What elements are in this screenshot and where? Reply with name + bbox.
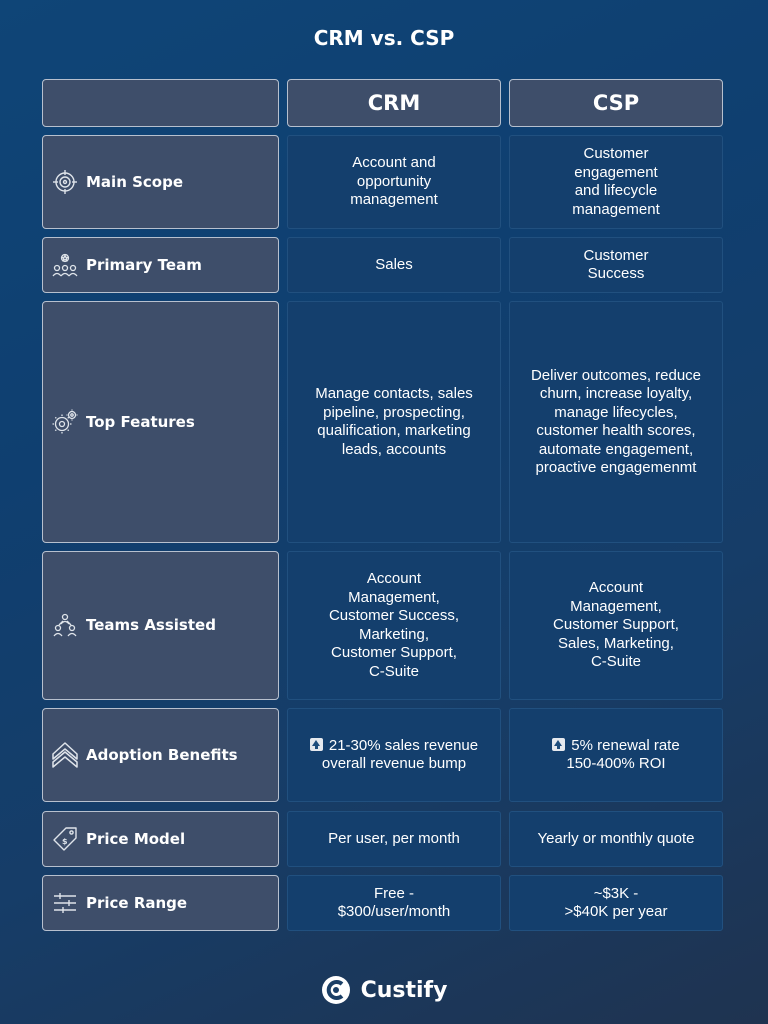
row-label-price-model bbox=[42, 811, 279, 867]
csp-price-range bbox=[509, 875, 723, 931]
crm-price-range bbox=[287, 875, 501, 931]
cell-text: ~$3K - >$40K per year bbox=[564, 884, 668, 920]
header-empty-cell bbox=[42, 79, 279, 127]
cell-text: Per user, per month bbox=[328, 829, 460, 847]
crm-price-model bbox=[287, 811, 501, 867]
row-label-top-features bbox=[42, 301, 279, 543]
cell-text: 21-30% sales revenue bbox=[328, 736, 479, 754]
cell-text: Account Management, Customer Support, Sales, Marketing, C-Suite bbox=[553, 579, 679, 671]
row-label-text: Adoption Benefits bbox=[86, 745, 238, 764]
cell-text: Deliver outcomes, reduce churn, increase loyalty, manage lifecycles, customer health scores, automate engagement, proactive engagemenmt bbox=[530, 366, 702, 476]
up-arrow-icon bbox=[310, 738, 323, 751]
row-label-primary-team bbox=[42, 237, 279, 293]
people-network-icon bbox=[51, 612, 79, 640]
crm-teams-assisted bbox=[287, 551, 501, 700]
team-icon bbox=[51, 251, 79, 279]
brand-footer bbox=[0, 975, 768, 1005]
crm-primary-team bbox=[287, 237, 501, 293]
crm-main-scope bbox=[287, 135, 501, 229]
row-label-teams-assisted bbox=[42, 551, 279, 700]
column-header-csp: CSP bbox=[509, 79, 723, 127]
crm-adoption-benefits bbox=[287, 708, 501, 802]
custify-logo-icon bbox=[321, 975, 351, 1005]
csp-adoption-benefits bbox=[509, 708, 723, 802]
row-label-text: Main Scope bbox=[86, 172, 184, 191]
svg-text:$: $ bbox=[62, 837, 68, 846]
up-arrow-icon bbox=[552, 738, 565, 751]
cell-text: Manage contacts, sales pipeline, prospecting, qualification, marketing leads, accounts bbox=[315, 385, 473, 458]
sliders-icon bbox=[51, 889, 79, 917]
cell-text: Free - $300/user/month bbox=[337, 884, 451, 920]
price-tag-icon bbox=[51, 825, 79, 853]
cell-text: Account Management, Customer Success, Marketing, Customer Support, C-Suite bbox=[328, 570, 460, 680]
row-label-text: Top Features bbox=[86, 412, 195, 431]
csp-top-features bbox=[509, 301, 723, 543]
row-label-price-range bbox=[42, 875, 279, 931]
csp-price-model bbox=[509, 811, 723, 867]
row-label-text: Price Range bbox=[86, 893, 188, 912]
target-icon bbox=[51, 168, 79, 196]
cell-text: 5% renewal rate bbox=[571, 736, 680, 754]
csp-primary-team bbox=[509, 237, 723, 293]
page-title: CRM vs. CSP bbox=[313, 26, 455, 50]
cell-text: Sales bbox=[375, 255, 413, 273]
csp-main-scope bbox=[509, 135, 723, 229]
crm-top-features bbox=[287, 301, 501, 543]
brand-name: Custify bbox=[360, 977, 448, 1003]
column-header-crm: CRM bbox=[287, 79, 501, 127]
row-label-main-scope bbox=[42, 135, 279, 229]
cell-text: Customer engagement and lifecycle management bbox=[572, 145, 660, 218]
gears-icon bbox=[51, 408, 79, 436]
row-label-text: Price Model bbox=[86, 829, 186, 848]
row-label-text: Teams Assisted bbox=[86, 616, 216, 635]
chevrons-up-icon bbox=[51, 741, 79, 769]
row-label-text: Primary Team bbox=[86, 255, 202, 274]
cell-text: 150-400% ROI bbox=[566, 755, 666, 772]
cell-text: Customer Success bbox=[583, 246, 649, 282]
cell-text: Yearly or monthly quote bbox=[537, 829, 695, 847]
row-label-adoption-benefits bbox=[42, 708, 279, 802]
cell-text: overall revenue bump bbox=[321, 755, 467, 772]
cell-text: Account and opportunity management bbox=[350, 154, 438, 209]
csp-teams-assisted bbox=[509, 551, 723, 700]
